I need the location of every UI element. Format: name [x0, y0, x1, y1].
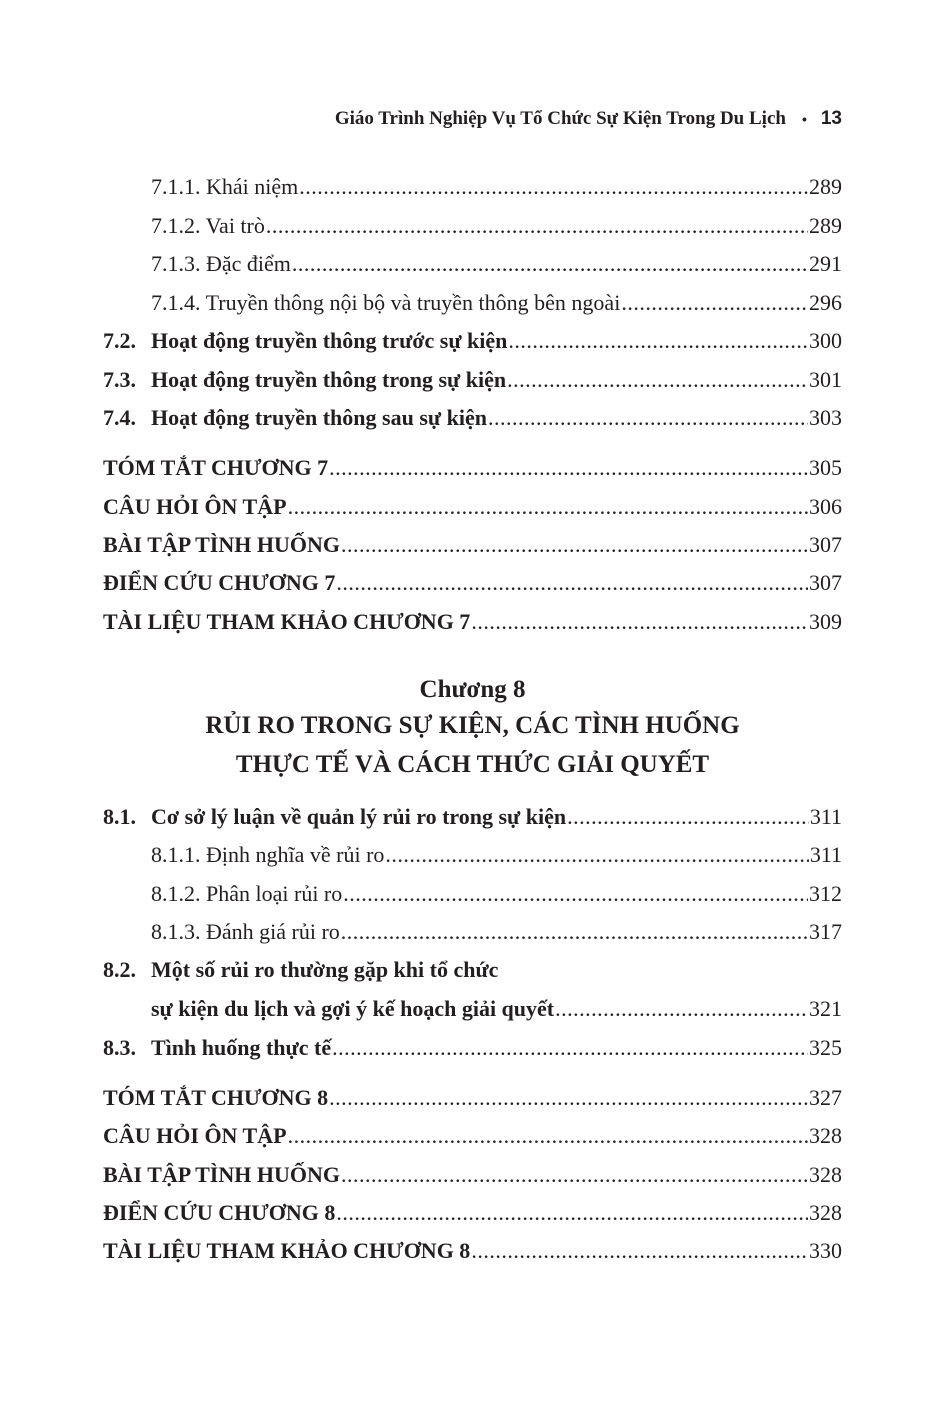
entry-title: ĐIỂN CỨU CHƯƠNG 8: [103, 1200, 336, 1225]
book-title: Giáo Trình Nghiệp Vụ Tổ Chức Sự Kiện Trong Du Lịch: [334, 108, 786, 129]
entry-page: 325: [809, 1035, 842, 1060]
chapter-title-line-1: RỦI RO TRONG SỰ KIỆN, CÁC TÌNH HUỐNG: [205, 712, 740, 739]
dot-leader: [341, 917, 808, 947]
dot-leader: [471, 1236, 808, 1266]
entry-page: 289: [809, 213, 842, 238]
dot-leader: [507, 365, 808, 395]
entry-page: 309: [809, 609, 842, 634]
entry-page: 307: [809, 570, 842, 595]
dot-leader: [336, 1198, 808, 1228]
toc-entry: [103, 1121, 842, 1151]
toc-entry: [151, 917, 842, 947]
entry-page: 307: [809, 532, 842, 557]
entry-title: 7.1.3. Đặc điểm: [151, 251, 291, 276]
entry-title: Hoạt động truyền thông sau sự kiện: [151, 405, 487, 430]
toc-entry: [151, 840, 842, 870]
entry-page: 296: [809, 290, 842, 315]
chapter-label: Chương 8: [419, 676, 526, 703]
running-header: [335, 108, 842, 130]
entry-page: 328: [809, 1123, 842, 1148]
entry-page: 312: [809, 881, 842, 906]
toc-entry: [103, 1198, 842, 1228]
entry-title: Hoạt động truyền thông trong sự kiện: [151, 367, 507, 392]
entry-page: 330: [809, 1238, 842, 1263]
entry-page: 300: [809, 328, 842, 353]
entry-title: 7.1.4. Truyền thông nội bộ và truyền thông bên ngoài: [151, 290, 621, 315]
page-number: 13: [820, 108, 842, 129]
entry-number: 8.2.: [103, 957, 136, 982]
entry-page: 303: [809, 405, 842, 430]
entry-page: 289: [809, 174, 842, 199]
entry-page: 328: [809, 1162, 842, 1187]
header-bullet: •: [801, 111, 807, 127]
entry-title: Một số rủi ro thường gặp khi tổ chức: [151, 957, 499, 982]
entry-page: 305: [809, 455, 842, 480]
toc-entry: [151, 172, 842, 202]
toc-entry: [103, 1236, 842, 1266]
entry-number: 7.4.: [103, 405, 136, 430]
dot-leader: [567, 802, 809, 832]
dot-leader: [288, 492, 808, 522]
entry-title: Cơ sở lý luận về quản lý rủi ro trong sự kiện: [151, 804, 567, 829]
entry-number: 8.3.: [103, 1035, 136, 1060]
entry-title: TÀI LIỆU THAM KHẢO CHƯƠNG 8: [103, 1238, 471, 1263]
entry-page: 327: [809, 1085, 842, 1110]
entry-title: 8.1.1. Định nghĩa về rủi ro: [151, 842, 385, 867]
dot-leader: [329, 453, 808, 483]
entry-title: 8.1.2. Phân loại rủi ro: [151, 881, 343, 906]
toc-entry: [103, 365, 842, 395]
entry-title: TÀI LIỆU THAM KHẢO CHƯƠNG 7: [103, 609, 471, 634]
toc-entry: [151, 879, 842, 909]
entry-title: BÀI TẬP TÌNH HUỐNG: [103, 532, 340, 557]
toc-entry: [151, 249, 842, 279]
toc-entry: [103, 568, 842, 598]
entry-number: 8.1.: [103, 804, 136, 829]
toc-entry: [103, 1160, 842, 1190]
dot-leader: [341, 1160, 808, 1190]
dot-leader: [266, 211, 808, 241]
entry-number: 7.2.: [103, 328, 136, 353]
entry-page: 311: [809, 842, 842, 867]
entry-page: 291: [809, 251, 842, 276]
entry-page: 311: [809, 804, 842, 829]
dot-leader: [555, 994, 808, 1024]
toc-entry: [103, 1033, 842, 1063]
toc-entry: [103, 1083, 842, 1113]
entry-title: ĐIỂN CỨU CHƯƠNG 7: [103, 570, 336, 595]
toc-entry: [103, 994, 842, 1024]
toc-entry: [103, 326, 842, 356]
dot-leader: [341, 530, 808, 560]
dot-leader: [299, 172, 808, 202]
dot-leader: [343, 879, 808, 909]
entry-title: Hoạt động truyền thông trước sự kiện: [151, 328, 508, 353]
toc-entry: [151, 288, 842, 318]
entry-title: Tình huống thực tế: [151, 1035, 332, 1060]
toc-entry: [103, 607, 842, 637]
entry-title: CÂU HỎI ÔN TẬP: [103, 494, 287, 519]
entry-title: sự kiện du lịch và gợi ý kế hoạch giải quyết: [151, 996, 555, 1021]
dot-leader: [329, 1083, 808, 1113]
dot-leader: [336, 568, 808, 598]
toc-entry: [103, 403, 842, 433]
dot-leader: [471, 607, 808, 637]
dot-leader: [508, 326, 808, 356]
toc-entry: [103, 955, 842, 985]
entry-page: 306: [809, 494, 842, 519]
entry-number: 7.3.: [103, 367, 136, 392]
entry-title: 7.1.1. Khái niệm: [151, 174, 299, 199]
entry-title: BÀI TẬP TÌNH HUỐNG: [103, 1162, 340, 1187]
dot-leader: [621, 288, 808, 318]
toc-entry: [103, 453, 842, 483]
entry-page: 321: [809, 996, 842, 1021]
toc-entry: [103, 530, 842, 560]
entry-title: TÓM TẮT CHƯƠNG 7: [103, 455, 329, 480]
toc-entry: [103, 802, 842, 832]
entry-page: 328: [809, 1200, 842, 1225]
entry-title: 8.1.3. Đánh giá rủi ro: [151, 919, 340, 944]
entry-page: 317: [809, 919, 842, 944]
toc-entry: [151, 211, 842, 241]
chapter-title-line-2: THỰC TẾ VÀ CÁCH THỨC GIẢI QUYẾT: [235, 751, 710, 778]
dot-leader: [488, 403, 808, 433]
entry-title: CÂU HỎI ÔN TẬP: [103, 1123, 287, 1148]
entry-title: 7.1.2. Vai trò: [151, 213, 265, 238]
entry-title: TÓM TẮT CHƯƠNG 8: [103, 1085, 329, 1110]
dot-leader: [332, 1033, 808, 1063]
toc-entry: [103, 492, 842, 522]
entry-page: 301: [809, 367, 842, 392]
dot-leader: [385, 840, 808, 870]
dot-leader: [292, 249, 808, 279]
dot-leader: [288, 1121, 808, 1151]
